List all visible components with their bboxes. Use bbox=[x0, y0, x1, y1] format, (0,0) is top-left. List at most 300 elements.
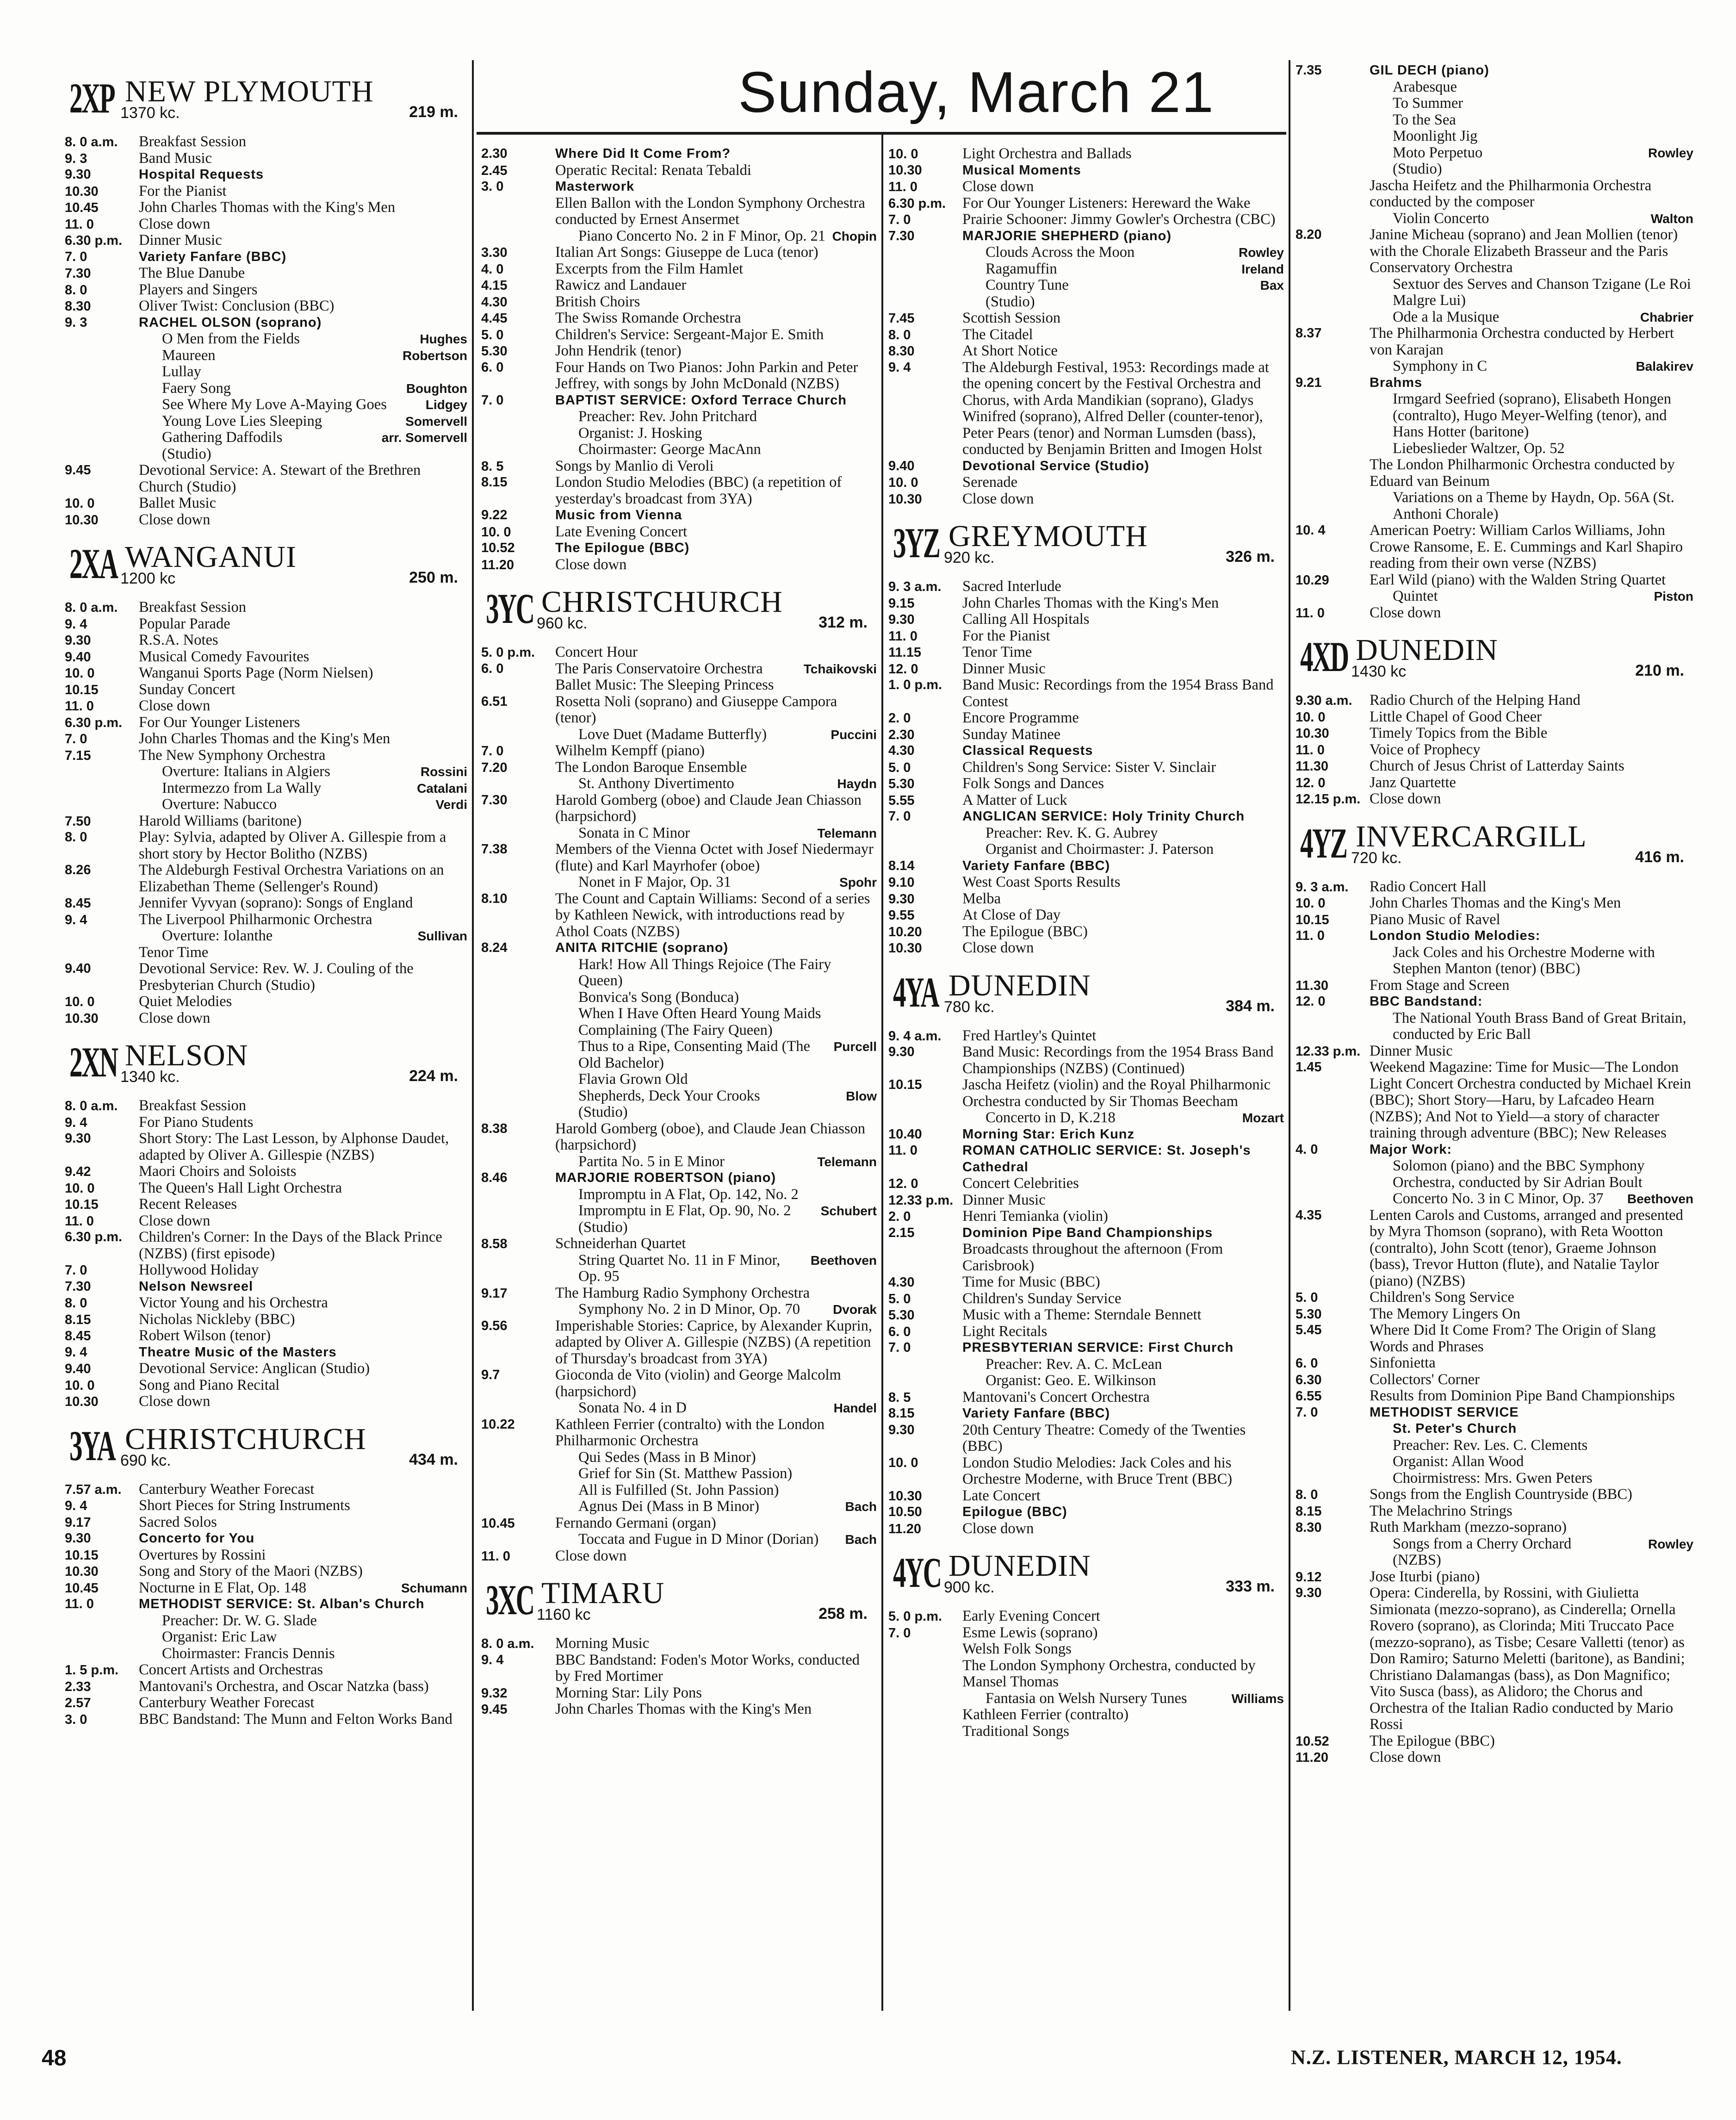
programme-entry bbox=[481, 1203, 877, 1219]
programme-description: Nonet in F Major, Op. 31 bbox=[578, 874, 731, 890]
station-header bbox=[888, 517, 1284, 573]
programme-description: Musical Moments bbox=[962, 162, 1081, 178]
programme-description: Light Recitals bbox=[962, 1323, 1048, 1340]
programme-entry bbox=[65, 1711, 467, 1728]
programme-entry bbox=[65, 649, 467, 665]
programme-time: 8. 0 a.m. bbox=[481, 1636, 534, 1651]
programme-description: Canterbury Weather Forecast bbox=[139, 1481, 315, 1498]
programme-entry bbox=[1296, 1585, 1693, 1733]
programme-entry bbox=[65, 1229, 467, 1262]
programme-description: Fantasia on Welsh Nursery Tunes bbox=[986, 1690, 1187, 1707]
programme-entry bbox=[888, 211, 1284, 228]
programme-entry bbox=[481, 1701, 877, 1718]
programme-entry bbox=[65, 199, 467, 216]
programme-description: Preacher: Rev. Les. C. Clements bbox=[1393, 1437, 1588, 1454]
programme-time: 6.30 p.m. bbox=[65, 233, 123, 248]
programme-description: Variations on a Theme by Haydn, Op. 56A (St. Anthoni Chorale) bbox=[1393, 490, 1674, 522]
programme-time: 7.57 a.m. bbox=[65, 1482, 122, 1497]
programme-time: 7. 0 bbox=[481, 392, 504, 408]
programme-description: A Matter of Luck bbox=[962, 792, 1067, 808]
station-city: CHRISTCHURCH bbox=[125, 1422, 366, 1456]
station-city: CHRISTCHURCH bbox=[541, 585, 783, 619]
programme-description: Radio Concert Hall bbox=[1370, 878, 1487, 895]
programme-entry bbox=[65, 1613, 467, 1629]
programme-description: Close down bbox=[1370, 604, 1441, 621]
programme-entry bbox=[888, 244, 1284, 261]
programme-description: Preacher: Rev. A. C. McLean bbox=[986, 1356, 1162, 1373]
programme-description: Victor Young and his Orchestra bbox=[139, 1295, 328, 1311]
programme-entry bbox=[1296, 1142, 1693, 1158]
composer-credit: Haydn bbox=[837, 777, 877, 791]
programme-entry bbox=[888, 578, 1284, 595]
programme-time: 4.30 bbox=[888, 1275, 915, 1290]
programme-entry bbox=[888, 1521, 1284, 1537]
programme-description: Dinner Music bbox=[1370, 1043, 1453, 1059]
programme-description: Sacred Interlude bbox=[962, 578, 1061, 595]
programme-entry bbox=[481, 310, 877, 327]
programme-entry bbox=[65, 731, 467, 747]
programme-description: West Coast Sports Results bbox=[962, 874, 1121, 890]
programme-time: 1.45 bbox=[1296, 1060, 1322, 1075]
programme-description: Preacher: Dr. W. G. Slade bbox=[162, 1612, 317, 1629]
programme-description: Irmgard Seefried (soprano), Elisabeth Hongen (contralto), Hugo Meyer-Welfing (tenor), and Hans Hotter (baritone) bbox=[1393, 391, 1671, 440]
programme-time: 4. 0 bbox=[1296, 1142, 1318, 1157]
programme-entry bbox=[1296, 1569, 1693, 1585]
programme-description: Late Evening Concert bbox=[555, 523, 688, 540]
station-wavelength: 312 m. bbox=[818, 614, 868, 631]
programme-description: Sextuor des Serves and Chanson Tzigane (Le Roi Malgre Lui) bbox=[1393, 276, 1691, 309]
programme-entry bbox=[481, 841, 877, 874]
composer-credit: Beethoven bbox=[810, 1253, 877, 1268]
programme-entry bbox=[65, 1131, 467, 1163]
composer-credit: Handel bbox=[833, 1401, 877, 1415]
programme-description: Tenor Time bbox=[139, 944, 209, 961]
programme-description: Close down bbox=[139, 1010, 211, 1026]
programme-time: 7. 0 bbox=[65, 1263, 87, 1278]
programme-entry bbox=[1296, 1536, 1693, 1553]
programme-description: The Count and Captain Williams: Second of a series by Kathleen Newick, with introductions read by Athol Coats (NZBS) bbox=[555, 890, 870, 940]
programme-entry bbox=[1296, 1043, 1693, 1060]
programme-description: Results from Dominion Pipe Band Championships bbox=[1370, 1388, 1675, 1404]
programme-time: 2.33 bbox=[65, 1679, 91, 1694]
programme-time: 11. 0 bbox=[481, 1548, 510, 1564]
programme-description: Devotional Service: A. Stewart of the Brethren Church (Studio) bbox=[139, 462, 421, 495]
composer-credit: Ireland bbox=[1241, 261, 1284, 276]
programme-description: Band Music: Recordings from the 1954 Brass Band Contest bbox=[962, 677, 1274, 710]
programme-description: Mantovani's Concert Orchestra bbox=[962, 1389, 1150, 1405]
programme-description: Children's Corner: In the Days of the Black Prince (NZBS) (first episode) bbox=[139, 1229, 442, 1262]
station-wavelength: 258 m. bbox=[818, 1605, 868, 1623]
programme-time: 8.24 bbox=[481, 940, 508, 955]
station-wavelength: 434 m. bbox=[409, 1450, 458, 1468]
programme-description: The Blue Danube bbox=[139, 265, 245, 281]
programme-description: Children's Sunday Service bbox=[962, 1290, 1122, 1307]
programme-description: The Epilogue (BBC) bbox=[1370, 1733, 1495, 1749]
programme-description: Devotional Service (Studio) bbox=[962, 458, 1150, 473]
programme-time: 10.30 bbox=[888, 1488, 922, 1504]
programme-entry bbox=[481, 694, 877, 727]
programme-entry bbox=[481, 1318, 877, 1368]
composer-credit: Blow bbox=[846, 1088, 877, 1103]
programme-entry bbox=[481, 1038, 877, 1071]
programme-time: 11. 0 bbox=[65, 1213, 94, 1229]
programme-entry bbox=[888, 1175, 1284, 1192]
programme-description: Morning Star: Lily Pons bbox=[555, 1685, 702, 1701]
programme-time: 6. 0 bbox=[1296, 1356, 1318, 1371]
station-city: INVERCARGILL bbox=[1356, 819, 1587, 853]
station-call-sign: 3YA bbox=[69, 1422, 115, 1469]
programme-time: 4.45 bbox=[481, 311, 508, 326]
programme-description: Symphony No. 2 in D Minor, Op. 70 bbox=[578, 1301, 800, 1318]
programme-entry bbox=[1296, 375, 1693, 392]
programme-description: Jascha Heifetz and the Philharmonia Orchestra conducted by the composer bbox=[1370, 177, 1652, 210]
programme-description: Qui Sedes (Mass in B Minor) bbox=[578, 1449, 756, 1466]
composer-credit: Hughes bbox=[420, 332, 467, 346]
station-header bbox=[65, 1420, 467, 1476]
programme-entry bbox=[65, 413, 467, 430]
programme-description: Sacred Solos bbox=[139, 1514, 217, 1530]
station-call-sign: 2XN bbox=[69, 1038, 118, 1086]
programme-description: Impromptu in A Flat, Op. 142, No. 2 bbox=[578, 1186, 799, 1203]
programme-entry bbox=[1296, 522, 1693, 572]
programme-time: 11.30 bbox=[1296, 759, 1328, 774]
station-header bbox=[1296, 818, 1693, 873]
programme-entry bbox=[888, 858, 1284, 875]
programme-entry bbox=[481, 195, 877, 228]
programme-description: Songs from a Cherry Orchard bbox=[1393, 1536, 1572, 1552]
programme-description: R.S.A. Notes bbox=[139, 632, 218, 648]
programme-time: 2.45 bbox=[481, 163, 508, 178]
programme-time: 9. 3 a.m. bbox=[888, 579, 942, 594]
programme-description: Players and Singers bbox=[139, 281, 258, 298]
programme-entry bbox=[1296, 725, 1693, 742]
programme-description: Hark! How All Things Rejoice (The Fairy Queen) bbox=[578, 956, 831, 989]
programme-time: 9.12 bbox=[1296, 1569, 1322, 1585]
programme-entry bbox=[65, 1163, 467, 1180]
programme-entry bbox=[481, 1367, 877, 1400]
programme-entry bbox=[1296, 928, 1693, 945]
programme-column-2 bbox=[481, 146, 877, 1718]
composer-credit: Mozart bbox=[1242, 1111, 1284, 1125]
programme-entry bbox=[481, 940, 877, 957]
composer-credit: Chabrier bbox=[1640, 310, 1693, 324]
programme-description: Calling All Hospitals bbox=[962, 611, 1090, 628]
programme-entry bbox=[1296, 1454, 1693, 1470]
programme-entry bbox=[481, 425, 877, 442]
programme-time: 9.30 bbox=[65, 633, 91, 648]
programme-time: 10.15 bbox=[65, 682, 99, 697]
programme-entry bbox=[481, 343, 877, 360]
programme-entry bbox=[1296, 605, 1693, 622]
programme-entry bbox=[1296, 1503, 1693, 1520]
programme-time: 8. 0 a.m. bbox=[65, 600, 118, 615]
programme-entry bbox=[65, 1361, 467, 1377]
programme-entry bbox=[888, 841, 1284, 858]
programme-description: For Piano Students bbox=[139, 1114, 254, 1131]
programme-description: Weekend Magazine: Time for Music—The London Light Concert Orchestra conducted by Michael Krein (BBC); Short Story—Haru, by Lafcadeo Hearn (NZBS); And Not to Yield—a story of character training through adventure (BBC); New Releases bbox=[1370, 1059, 1691, 1141]
programme-entry bbox=[65, 813, 467, 830]
programme-time: 2. 0 bbox=[888, 711, 911, 726]
programme-entry bbox=[65, 429, 467, 446]
column-rule-2 bbox=[881, 134, 883, 2011]
programme-time: 10.30 bbox=[888, 162, 922, 178]
programme-time: 9. 4 bbox=[65, 912, 87, 927]
programme-description: Children's Service: Sergeant-Major E. Smith bbox=[555, 326, 824, 343]
programme-entry bbox=[481, 825, 877, 842]
programme-entry bbox=[1296, 211, 1693, 227]
programme-entry bbox=[888, 1274, 1284, 1291]
programme-entry bbox=[481, 1685, 877, 1702]
programme-entry bbox=[888, 1691, 1284, 1707]
programme-description: The Swiss Romande Orchestra bbox=[555, 310, 741, 326]
programme-description: Clouds Across the Moon bbox=[986, 244, 1135, 261]
programme-entry bbox=[481, 507, 877, 524]
programme-entry bbox=[65, 216, 467, 233]
programme-entry bbox=[888, 677, 1284, 710]
programme-description: Overture: Italians in Algiers bbox=[162, 764, 330, 780]
station-wavelength: 333 m. bbox=[1226, 1578, 1275, 1595]
programme-time: 9.10 bbox=[888, 875, 915, 890]
programme-entry bbox=[1296, 588, 1693, 605]
composer-credit: Rowley bbox=[1648, 1536, 1693, 1551]
programme-description: John Charles Thomas and the King's Men bbox=[139, 731, 391, 747]
programme-time: 9.32 bbox=[481, 1685, 508, 1701]
programme-description: Short Story: The Last Lesson, by Alphonse Daudet, adapted by Oliver A. Gillespie (NZBS) bbox=[139, 1131, 449, 1163]
programme-description: PRESBYTERIAN SERVICE: First Church bbox=[962, 1340, 1234, 1355]
programme-time: 11. 0 bbox=[1296, 742, 1325, 758]
programme-time: 9.45 bbox=[65, 463, 91, 478]
programme-description: (Studio) bbox=[578, 1104, 628, 1120]
programme-description: Partita No. 5 in E Minor bbox=[578, 1153, 725, 1170]
station-frequency: 920 kc. bbox=[944, 549, 995, 566]
programme-time: 8. 0 a.m. bbox=[65, 1099, 118, 1113]
programme-description: (Studio) bbox=[986, 293, 1035, 310]
programme-entry bbox=[481, 891, 877, 940]
programme-description: Mantovani's Orchestra, and Oscar Natzka (bass) bbox=[139, 1678, 429, 1695]
programme-entry bbox=[65, 1312, 467, 1328]
programme-entry bbox=[65, 1180, 467, 1197]
programme-time: 10.20 bbox=[888, 924, 922, 939]
publication-footer: N.Z. LISTENER, MARCH 12, 1954. bbox=[1291, 2046, 1622, 2069]
programme-description: Brahms bbox=[1370, 375, 1422, 390]
programme-time: 4.15 bbox=[481, 278, 508, 293]
programme-description: Ellen Ballon with the London Symphony Orchestra conducted by Ernest Ansermet bbox=[555, 195, 865, 228]
programme-entry bbox=[888, 595, 1284, 612]
station-call-sign: 3YZ bbox=[893, 519, 940, 566]
programme-description: ANGLICAN SERVICE: Holy Trinity Church bbox=[962, 809, 1245, 824]
programme-description: Solomon (piano) and the BBC Symphony Orchestra, conducted by Sir Adrian Boult bbox=[1393, 1158, 1645, 1191]
programme-description: The Paris Conservatoire Orchestra Ballet Music: The Sleeping Princess bbox=[555, 660, 774, 693]
programme-description: Church of Jesus Christ of Latterday Saints bbox=[1370, 758, 1624, 774]
programme-time: 8. 0 bbox=[888, 327, 911, 342]
programme-description: Traditional Songs bbox=[962, 1723, 1069, 1740]
programme-time: 10. 0 bbox=[888, 1455, 918, 1470]
programme-entry bbox=[1296, 1519, 1693, 1536]
programme-time: 12.33 p.m. bbox=[888, 1193, 954, 1208]
composer-credit: Rossini bbox=[420, 765, 467, 779]
programme-description: Lenten Carols and Customs, arranged and presented by Myra Thomson (soprano), with Reta Wootton (contralto), John Scott (tenor), Graeme Johnson (bass), Trevor Hutton (flute), and Natalie Taylor (piano) (NZBS) bbox=[1370, 1207, 1683, 1289]
programme-description: Song and Story of the Maori (NZBS) bbox=[139, 1563, 363, 1579]
programme-entry bbox=[888, 360, 1284, 458]
programme-time: 11. 0 bbox=[65, 217, 94, 232]
station-call-sign: 3YC bbox=[486, 585, 534, 632]
programme-description: The Epilogue (BBC) bbox=[962, 923, 1088, 940]
programme-entry bbox=[65, 495, 467, 512]
programme-entry bbox=[1296, 895, 1693, 912]
programme-time: 10.30 bbox=[888, 491, 922, 507]
programme-description: Organist: Eric Law bbox=[162, 1629, 277, 1645]
programme-description: Sonata in C Minor bbox=[578, 825, 690, 841]
programme-entry bbox=[65, 1262, 467, 1279]
programme-entry bbox=[888, 1307, 1284, 1324]
programme-entry bbox=[1296, 879, 1693, 895]
programme-time: 10.40 bbox=[888, 1126, 922, 1142]
programme-description: Masterwork bbox=[555, 179, 635, 194]
programme-description: Earl Wild (piano) with the Walden String Quartet bbox=[1370, 572, 1666, 588]
programme-entry bbox=[65, 764, 467, 780]
programme-description: John Charles Thomas with the King's Men bbox=[962, 595, 1219, 611]
programme-time: 8.30 bbox=[65, 299, 91, 314]
programme-entry bbox=[65, 1695, 467, 1711]
programme-description: Concerto in D, K.218 bbox=[986, 1110, 1116, 1126]
programme-entry bbox=[481, 179, 877, 195]
programme-entry bbox=[1296, 572, 1693, 589]
programme-time: 12. 0 bbox=[1296, 994, 1326, 1009]
programme-entry bbox=[888, 1389, 1284, 1406]
composer-credit: Verdi bbox=[435, 797, 467, 812]
programme-time: 9.30 bbox=[888, 891, 915, 907]
programme-entry bbox=[481, 1301, 877, 1318]
programme-entry bbox=[481, 1285, 877, 1302]
programme-time: 7. 0 bbox=[888, 212, 911, 227]
programme-entry bbox=[888, 1608, 1284, 1625]
programme-entry bbox=[888, 1110, 1284, 1126]
programme-description: 20th Century Theatre: Comedy of the Twenties (BBC) bbox=[962, 1422, 1246, 1455]
programme-description: The Memory Lingers On bbox=[1370, 1306, 1520, 1322]
programme-time: 7.38 bbox=[481, 842, 508, 857]
programme-entry bbox=[888, 710, 1284, 727]
station-frequency: 1430 kc bbox=[1351, 663, 1407, 680]
programme-entry bbox=[65, 282, 467, 298]
station-header bbox=[481, 1574, 877, 1630]
station-frequency: 1340 kc. bbox=[120, 1068, 180, 1086]
programme-time: 5.30 bbox=[1296, 1306, 1322, 1322]
programme-entry bbox=[888, 1225, 1284, 1242]
programme-entry bbox=[888, 1373, 1284, 1389]
programme-time: 9.30 bbox=[65, 1131, 91, 1146]
programme-time: 5. 0 bbox=[888, 760, 911, 775]
programme-time: 5.55 bbox=[888, 793, 915, 808]
programme-entry bbox=[65, 1344, 467, 1361]
programme-description: Toccata and Fugue in D Minor (Dorian) bbox=[578, 1531, 819, 1548]
programme-description: METHODIST SERVICE bbox=[1370, 1405, 1519, 1420]
programme-entry bbox=[65, 364, 467, 380]
programme-entry bbox=[888, 628, 1284, 645]
composer-credit: Spohr bbox=[839, 875, 877, 889]
programme-time: 10. 0 bbox=[65, 666, 95, 681]
programme-description: The London Philharmonic Orchestra conducted by Eduard van Beinum bbox=[1370, 457, 1675, 490]
programme-description: Preacher: Rev. John Pritchard bbox=[578, 409, 757, 425]
programme-time: 9.30 bbox=[65, 167, 91, 182]
programme-description: Jack Coles and his Orchestre Moderne with Stephen Manton (tenor) (BBC) bbox=[1393, 944, 1655, 977]
programme-entry bbox=[65, 862, 467, 895]
station-header bbox=[65, 73, 467, 128]
programme-description: The Hamburg Radio Symphony Orchestra bbox=[555, 1285, 810, 1301]
programme-description: Wanganui Sports Page (Norm Nielsen) bbox=[139, 665, 373, 681]
programme-time: 8.45 bbox=[65, 1329, 91, 1343]
programme-entry bbox=[1296, 1405, 1693, 1421]
programme-entry bbox=[1296, 145, 1693, 162]
programme-time: 8.15 bbox=[888, 1406, 915, 1421]
programme-description: Breakfast Session bbox=[139, 134, 246, 150]
programme-entry bbox=[481, 1635, 877, 1652]
programme-entry bbox=[481, 1154, 877, 1170]
programme-time: 8.20 bbox=[1296, 227, 1322, 242]
programme-entry bbox=[888, 1126, 1284, 1143]
programme-time: 2.30 bbox=[481, 146, 508, 161]
programme-entry bbox=[1296, 1355, 1693, 1372]
programme-entry bbox=[65, 780, 467, 797]
programme-description: Recent Releases bbox=[139, 1196, 237, 1212]
programme-description: The Liverpool Philharmonic Orchestra bbox=[139, 911, 372, 928]
composer-credit: Robertson bbox=[403, 348, 467, 363]
programme-entry bbox=[888, 327, 1284, 343]
programme-time: 7.15 bbox=[65, 748, 91, 763]
programme-description: Ballet Music bbox=[139, 495, 216, 511]
programme-entry bbox=[888, 1208, 1284, 1225]
programme-entry bbox=[65, 1662, 467, 1679]
programme-time: 10.52 bbox=[1296, 1734, 1329, 1749]
programme-description: Jose Iturbi (piano) bbox=[1370, 1568, 1480, 1585]
programme-time: 8. 0 bbox=[65, 1296, 87, 1311]
programme-description: Fred Hartley's Quintet bbox=[962, 1027, 1097, 1044]
programme-time: 10.30 bbox=[65, 184, 99, 199]
programme-entry bbox=[481, 989, 877, 1006]
programme-time: 5.45 bbox=[1296, 1323, 1322, 1337]
programme-entry bbox=[481, 1006, 877, 1038]
programme-description: Close down bbox=[962, 179, 1034, 195]
programme-description: Maori Choirs and Soloists bbox=[139, 1163, 297, 1180]
programme-entry bbox=[888, 458, 1284, 475]
programme-entry bbox=[888, 491, 1284, 508]
programme-entry bbox=[1296, 1421, 1693, 1437]
programme-time: 10.15 bbox=[1296, 912, 1329, 927]
programme-entry bbox=[65, 747, 467, 764]
programme-time: 10.30 bbox=[1296, 726, 1329, 741]
programme-time: 10.52 bbox=[481, 541, 515, 555]
programme-entry bbox=[888, 1291, 1284, 1307]
programme-time: 11.15 bbox=[888, 645, 921, 660]
programme-description: Timely Topics from the Bible bbox=[1370, 725, 1548, 741]
programme-time: 11. 0 bbox=[888, 180, 918, 194]
programme-time: 8.38 bbox=[481, 1121, 508, 1136]
programme-time: 9.42 bbox=[65, 1164, 91, 1179]
composer-credit: Williams bbox=[1231, 1691, 1284, 1706]
programme-description: Nelson Newsreel bbox=[139, 1279, 254, 1294]
station-call-sign: 4YC bbox=[893, 1549, 941, 1596]
programme-description: Piano Concerto No. 2 in F Minor, Op. 21 bbox=[578, 228, 826, 244]
programme-time: 9.40 bbox=[65, 1362, 91, 1376]
programme-entry bbox=[65, 1481, 467, 1498]
programme-time: 9.30 bbox=[888, 1044, 915, 1059]
programme-entry bbox=[1296, 912, 1693, 928]
programme-entry bbox=[481, 1071, 877, 1088]
programme-description: Symphony in C bbox=[1393, 358, 1488, 374]
station-header bbox=[65, 1037, 467, 1092]
programme-time: 2.57 bbox=[65, 1696, 91, 1710]
programme-description: Ode a la Musique bbox=[1393, 309, 1500, 325]
station-call-sign: 4YA bbox=[893, 968, 939, 1016]
